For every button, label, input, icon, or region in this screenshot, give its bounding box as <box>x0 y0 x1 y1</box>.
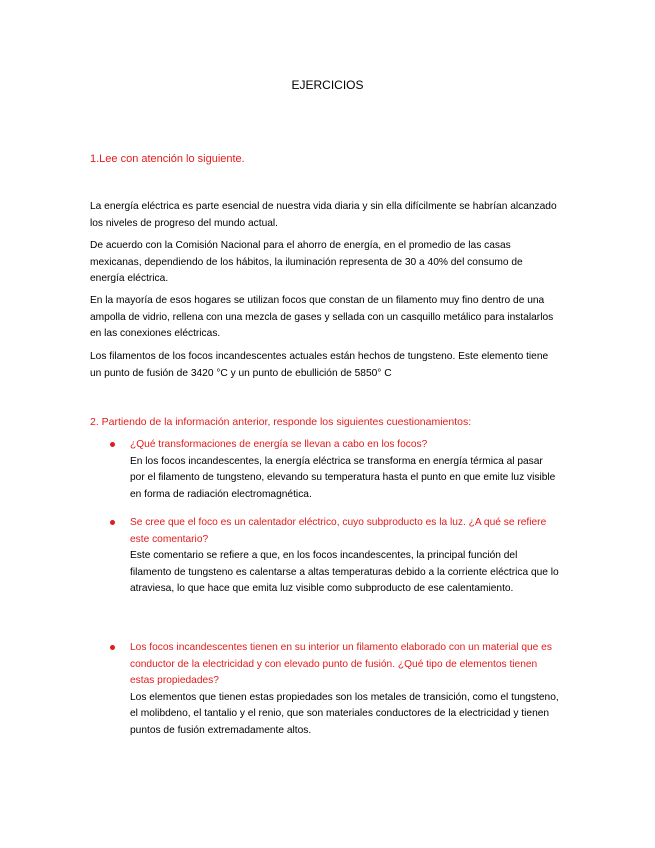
question-3: Los focos incandescentes tienen en su interior un filamento elaborado con un material que es conductor de la electricidad y con elevado punto de fusión. ¿Qué tipo de elementos tienen estas propiedades? <box>130 642 552 686</box>
answer-1: En los focos incandescentes, la energía eléctrica se transforma en energía térmica al pasar por el filamento de tungsteno, elevando su temperatura hasta el punto en que emite luz visible en forma de radiación electromagnética. <box>130 455 556 500</box>
page-title: EJERCICIOS <box>291 78 364 92</box>
paragraph-1: La energía eléctrica es parte esencial de nuestra vida diaria y sin ella difícilmente se habrían alcanzado los niveles de progreso del mundo actual. <box>90 201 557 229</box>
bullet-icon <box>110 645 115 650</box>
bullet-icon <box>110 520 115 525</box>
list-item <box>110 515 560 598</box>
section-1-heading: 1.Lee con atención lo siguiente. <box>90 153 245 165</box>
paragraph-2: De acuerdo con la Comisión Nacional para el ahorro de energía, en el promedio de las casas mexicanas, dependiendo de los hábitos, la iluminación representa de 30 a 40% del consumo de energía eléctrica. <box>90 240 523 284</box>
list-item <box>110 640 560 739</box>
paragraph-3: En la mayoría de esos hogares se utilizan focos que constan de un filamento muy fino dentro de una ampolla de vidrio, rellena con una mezcla de gases y sellada con un casquillo metálico para instalarlos en las conexiones eléctricas. <box>90 295 554 339</box>
section-2-heading: 2. Partiendo de la información anterior, responde los siguientes cuestionamientos: <box>90 416 472 428</box>
answer-2: Este comentario se refiere a que, en los focos incandescentes, la principal función del filamento de tungsteno es calentarse a altas temperaturas debido a la corriente eléctrica que lo atraviesa, lo que hace que emita luz visible como subproducto de ese calentamiento. <box>130 550 559 594</box>
question-2: Se cree que el foco es un calentador eléctrico, cuyo subproducto es la luz. ¿A qué se refiere este comentario? <box>130 517 547 545</box>
paragraph-4: Los filamentos de los focos incandescentes actuales están hechos de tungsteno. Este elemento tiene un punto de fusión de 3420 °C y un punto de ebullición de 5850° C <box>90 351 549 379</box>
bullet-icon <box>110 442 115 447</box>
list-item <box>110 437 560 503</box>
answer-3: Los elementos que tienen estas propiedades son los metales de transición, como el tungsteno, el molibdeno, el tantalio y el renio, que son materiales conductores de la electricidad y tienen puntos de fusión extremadamente altos. <box>130 691 559 736</box>
question-1: ¿Qué transformaciones de energía se llevan a cabo en los focos? <box>130 439 428 450</box>
